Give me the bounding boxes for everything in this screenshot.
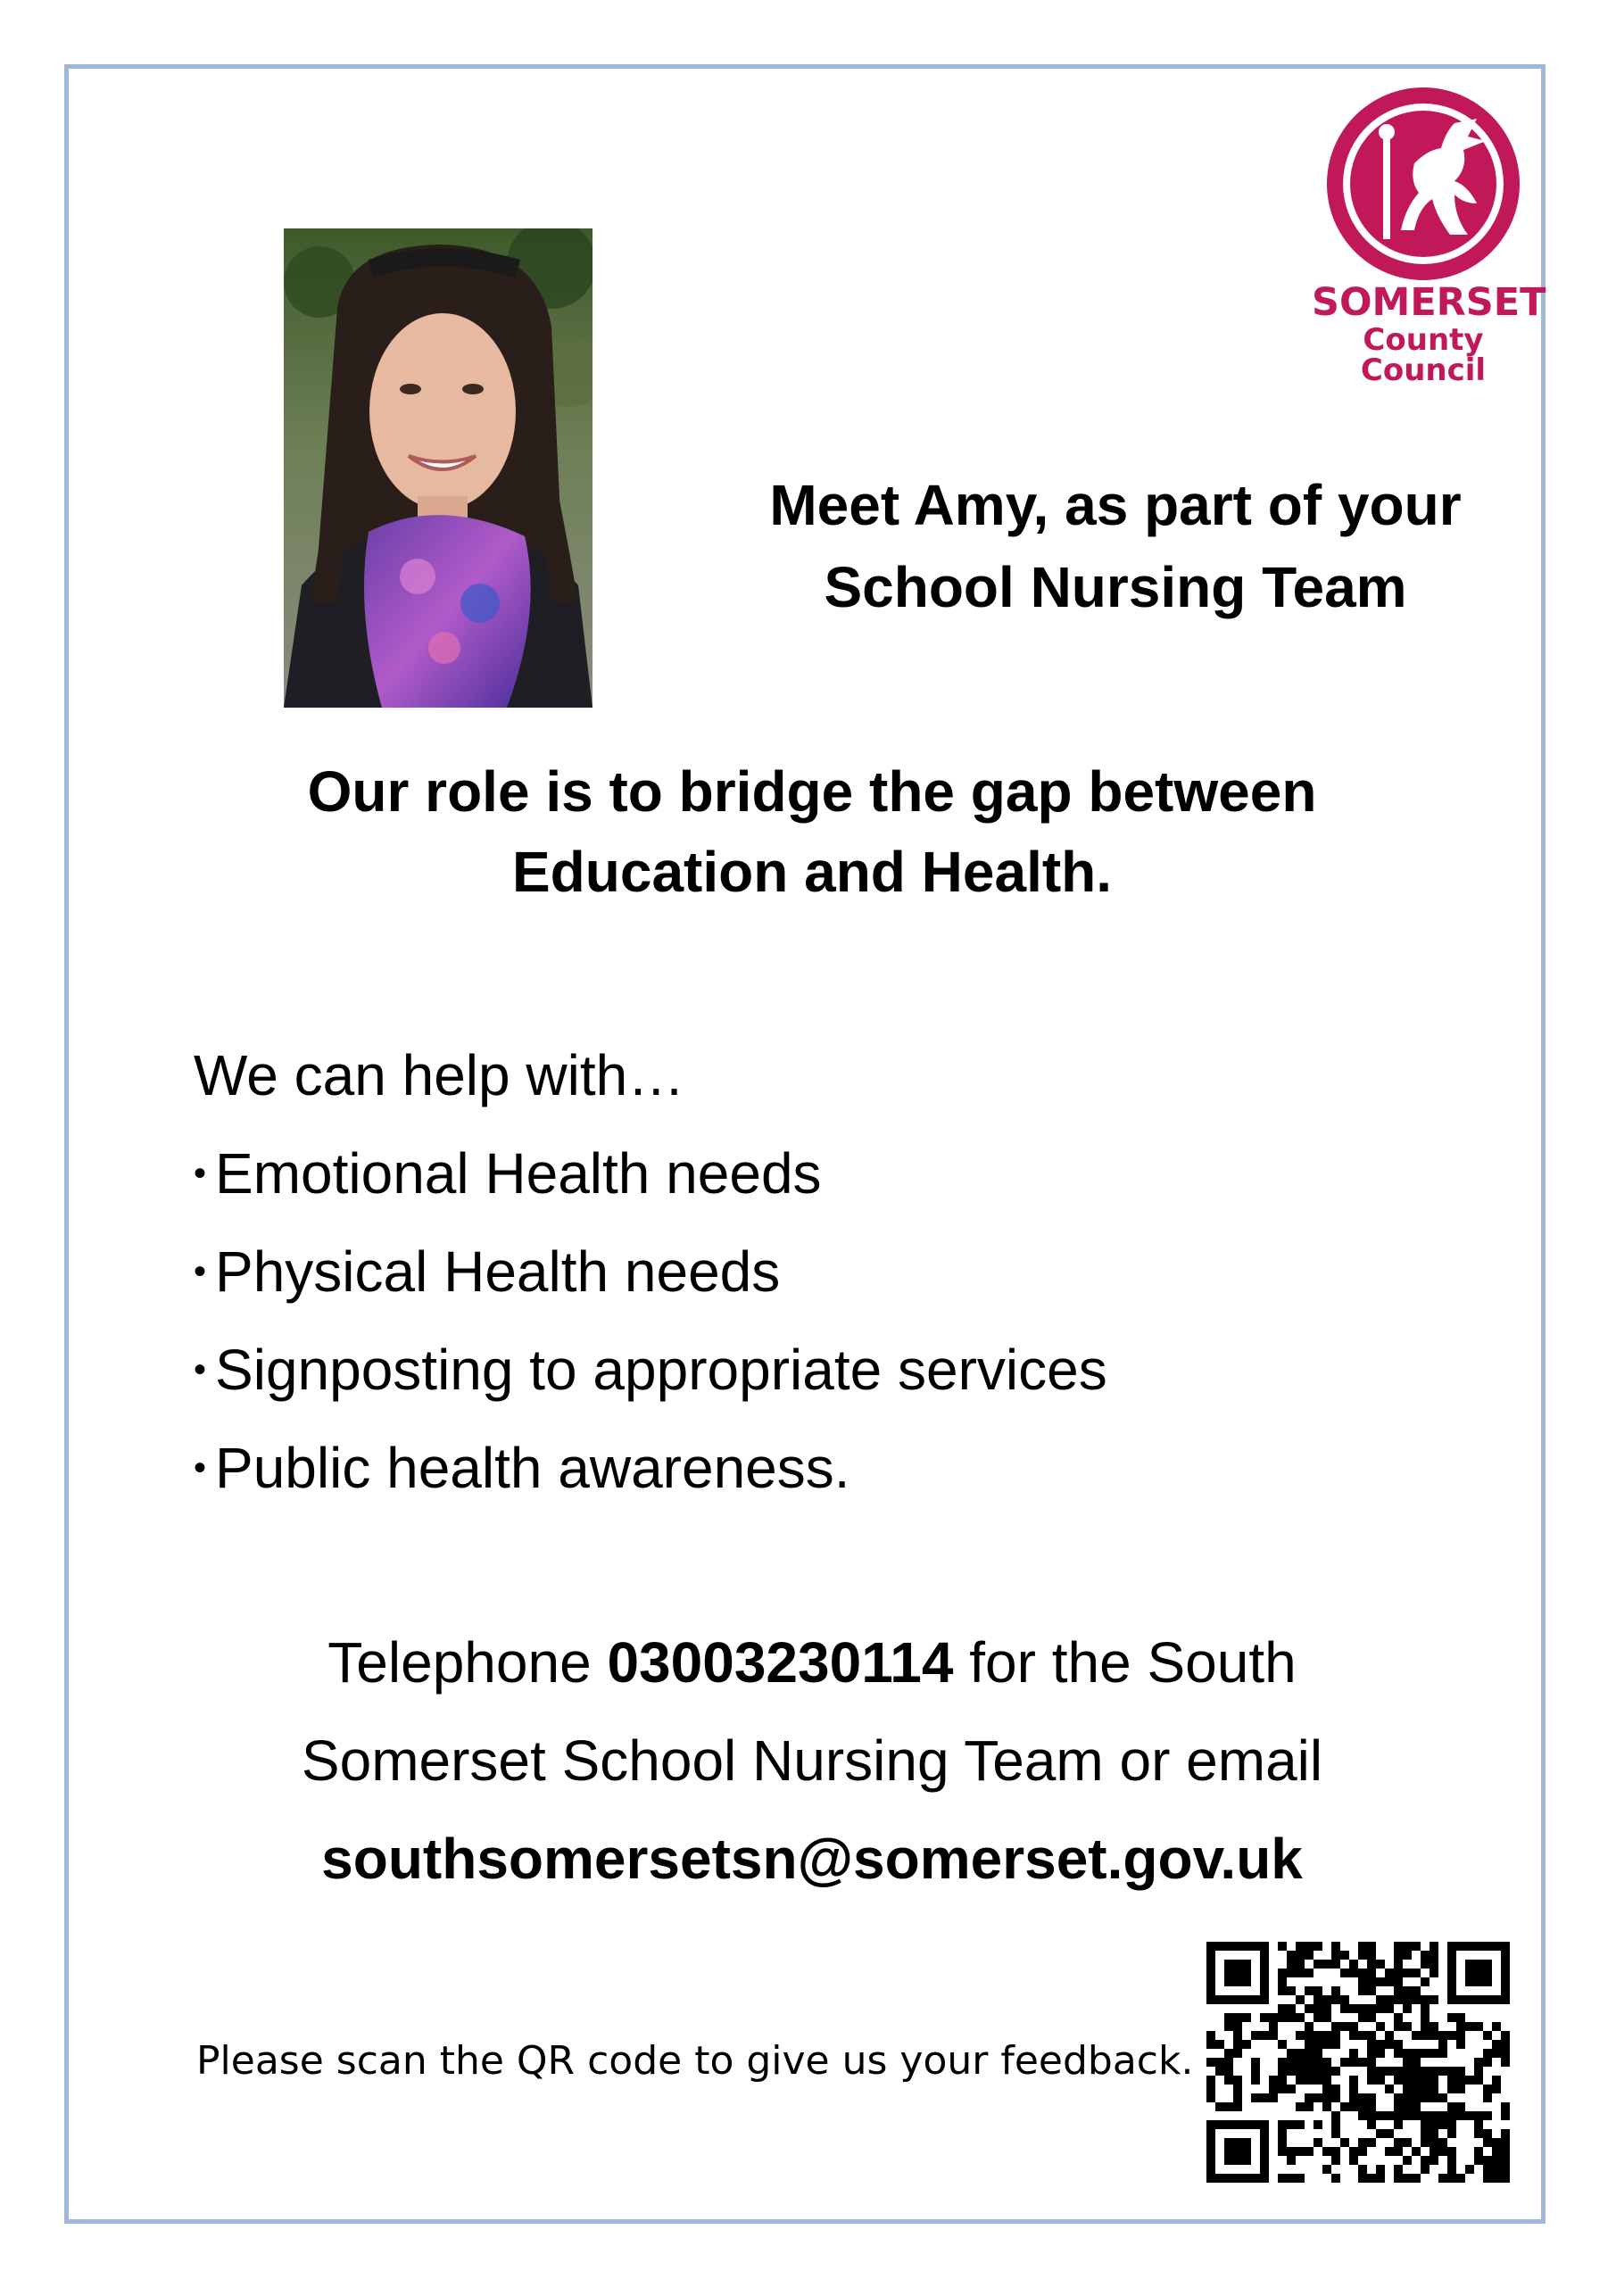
staff-photo	[284, 228, 593, 708]
intro-line-2: School Nursing Team	[824, 555, 1407, 619]
role-statement	[178, 751, 1446, 912]
logo-subname: County Council	[1360, 322, 1487, 388]
contact-line-2: Somerset School Nursing Team or email	[301, 1728, 1323, 1793]
qr-code[interactable]	[1206, 1942, 1510, 2183]
list-item-label: Public health awareness.	[215, 1436, 850, 1500]
role-line-2: Education and Health.	[511, 840, 1113, 904]
intro-heading	[696, 464, 1535, 628]
role-line-1: Our role is to bridge the gap between	[307, 759, 1317, 824]
list-item	[194, 1223, 1354, 1321]
contact-line-1	[178, 1613, 1446, 1712]
feedback-text: Please scan the QR code to give us your feedback.	[196, 2038, 1194, 2084]
telephone-label: Telephone	[327, 1630, 608, 1695]
list-item-label: Physical Health needs	[215, 1239, 781, 1304]
help-intro: We can help with…	[194, 1043, 685, 1107]
intro-line-1: Meet Amy, as part of your	[769, 473, 1462, 537]
somerset-county-council-logo	[1312, 87, 1546, 388]
contact-line-1-rest: for the South	[953, 1630, 1297, 1695]
logo-name: SOMERSET	[1312, 280, 1546, 325]
bullet-icon: •	[194, 1350, 207, 1389]
bullet-icon: •	[194, 1154, 207, 1193]
list-item-label: Emotional Health needs	[215, 1141, 822, 1206]
telephone-number[interactable]: 03003230114	[607, 1630, 954, 1695]
list-item	[194, 1124, 1354, 1223]
list-item	[194, 1419, 1354, 1517]
email-link[interactable]: southsomersetsn@somerset.gov.uk	[321, 1827, 1303, 1891]
dragon-emblem-icon	[1321, 87, 1526, 280]
bullet-icon: •	[194, 1448, 207, 1488]
contact-section	[178, 1613, 1446, 1908]
list-item-label: Signposting to appropriate services	[215, 1338, 1107, 1402]
help-section	[194, 1026, 1354, 1517]
list-item	[194, 1321, 1354, 1419]
bullet-icon: •	[194, 1252, 207, 1291]
